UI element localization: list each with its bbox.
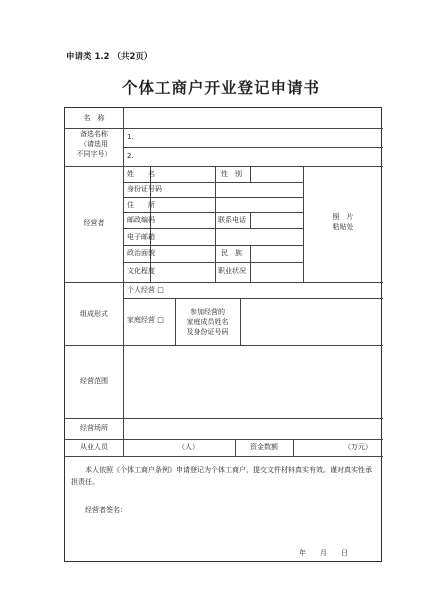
application-form-table bbox=[64, 107, 382, 562]
field-occupation: 职业状况 bbox=[218, 267, 246, 275]
row-divider bbox=[65, 456, 383, 457]
column-divider bbox=[123, 108, 124, 456]
row-divider bbox=[65, 282, 383, 283]
field-id-number: 身份证号码 bbox=[127, 185, 162, 193]
row-divider bbox=[65, 439, 383, 440]
capital-unit: （万元） bbox=[344, 443, 372, 451]
checkbox-individual[interactable]: 个人经营 □ bbox=[127, 286, 164, 294]
field-postcode: 邮政编码 bbox=[127, 216, 155, 224]
row-divider bbox=[65, 166, 383, 167]
label-form: 组成形式 bbox=[80, 310, 108, 318]
signature-label: 经营者签名： bbox=[85, 506, 127, 514]
row-divider bbox=[65, 418, 383, 419]
column-divider bbox=[250, 245, 251, 282]
row-divider bbox=[123, 298, 383, 299]
column-divider bbox=[150, 166, 151, 282]
row-divider bbox=[123, 147, 383, 148]
alt-name-1[interactable]: 1. bbox=[127, 133, 134, 141]
checkbox-family[interactable]: 家庭经营 □ bbox=[127, 316, 164, 324]
date-field: 年 月 日 bbox=[299, 549, 348, 557]
field-gender: 性 别 bbox=[221, 170, 242, 178]
label-alt-names: 备选名称 （请选用 不同字号） bbox=[76, 130, 112, 158]
alt-name-2[interactable]: 2. bbox=[127, 152, 134, 160]
field-political: 政治面貌 bbox=[127, 249, 155, 257]
field-address: 住 所 bbox=[127, 201, 155, 209]
page-title: 个体工商户开业登记申请书 bbox=[121, 79, 320, 97]
field-education: 文化程度 bbox=[127, 267, 155, 275]
form-code-note: 申请类 1.2 （共2页） bbox=[66, 52, 153, 62]
column-divider bbox=[250, 166, 251, 182]
label-staff: 从业人员 bbox=[80, 443, 108, 451]
column-divider bbox=[250, 212, 251, 228]
family-members-note: 参加经营的 家庭成员姓名 及身份证号码 bbox=[186, 308, 229, 336]
label-name: 名 称 bbox=[83, 114, 105, 122]
field-email: 电子邮箱 bbox=[127, 233, 155, 241]
label-operator: 经营者 bbox=[83, 219, 105, 227]
label-capital: 资金数额 bbox=[250, 443, 278, 451]
staff-unit: （人） bbox=[178, 443, 199, 451]
label-scope: 经营范围 bbox=[80, 377, 108, 385]
column-divider bbox=[293, 439, 294, 456]
declaration-text: 本人依照《个体工商户条例》申请登记为个体工商户，提交文件材料真实有效。谨对真实性承担责任。 bbox=[71, 466, 372, 486]
field-ethnicity: 民 族 bbox=[221, 249, 242, 257]
column-divider bbox=[215, 166, 216, 282]
label-location: 经营场所 bbox=[80, 424, 108, 432]
photo-placeholder: 照 片 粘贴处 bbox=[332, 213, 354, 231]
field-phone: 联系电话 bbox=[218, 216, 246, 224]
row-divider bbox=[65, 345, 383, 346]
column-divider bbox=[240, 298, 241, 345]
field-operator-name: 姓 名 bbox=[127, 170, 155, 178]
